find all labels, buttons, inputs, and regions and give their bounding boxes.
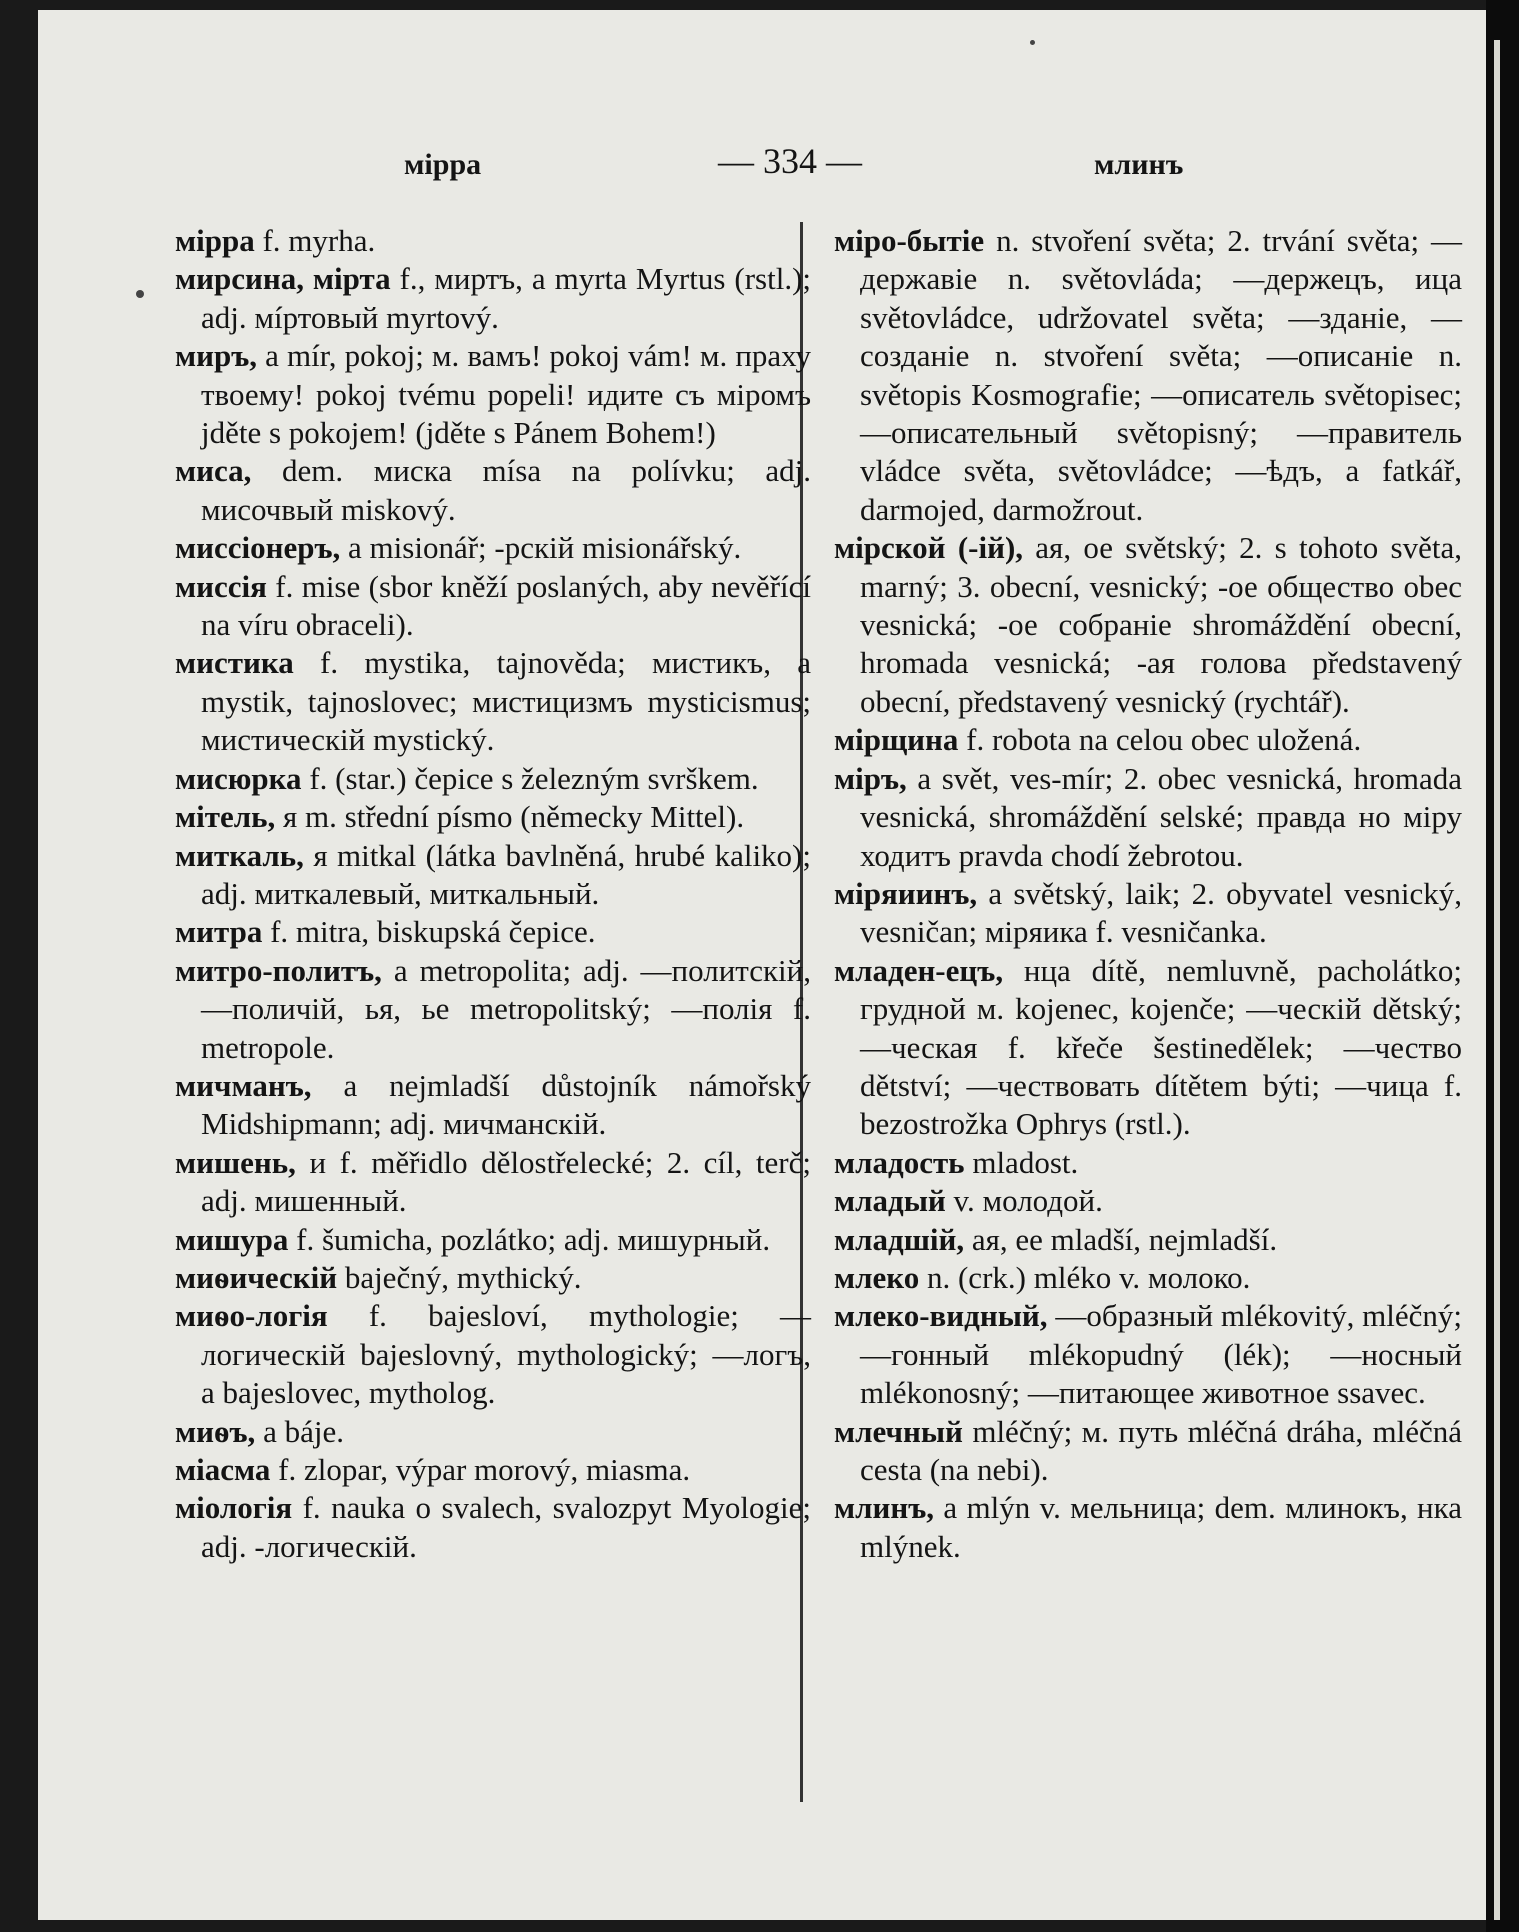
dictionary-entry: миссія f. mise (sbor kněží poslaných, aby nevěřící na víru obraceli). [175, 568, 811, 643]
dictionary-entry: млинъ, a mlýn v. мельница; dem. млинокъ, нка mlýnek. [834, 1490, 1462, 1564]
dictionary-entry: младый v. молодой. [834, 1183, 1103, 1219]
print-speck [1030, 40, 1035, 45]
dictionary-entry: младшій, ая, ее mladší, nejmladší. [834, 1221, 1278, 1257]
next-page-edge [1494, 40, 1500, 1920]
dictionary-entry: младен-ецъ, нца dítě, nemluvně, pacholátko; грудной м. kojenec, kojenče; —ческій dětský; —ческая f. křeče šestinedělek; —чество dětství; —чествовать dítětem býti; —чица f. bezostrožka Ophrys (rstl.). [834, 952, 1462, 1142]
dictionary-entry: миѳо-логія f. bajesloví, mythologie; —логическій bajeslovný, mythologický; —логъ, a bajeslovec, mytholog. [175, 1298, 812, 1411]
right-column [834, 222, 1462, 1566]
dictionary-entry: мітель, я m. střední písmo (německy Mittel). [175, 799, 745, 835]
dictionary-entry: млеко n. (crk.) mléko v. молоко. [834, 1259, 1251, 1295]
dictionary-entry: міасма f. zlopar, výpar morový, miasma. [175, 1452, 691, 1487]
dictionary-entry: міро-бытіе n. stvoření světa; 2. trvání světa; —державіе n. světovláda; —держецъ, ица světovládce, udržovatel světa; —зданіе, —созданіе n. stvoření světa; —описаніе n. světopis Kosmografie; —описатель světopisec; —описательный světopisný; —правитель vládce světa, světovládce; —ѣдъ, a fatkář, darmojed, darmožrout. [834, 223, 1463, 527]
book-page [38, 10, 1486, 1920]
dictionary-entry: міръ, a svět, ves-mír; 2. obec vesnická, hromada vesnická, shromáždění selské; правда но міру ходитъ pravda chodí žebrotou. [834, 760, 1462, 873]
dictionary-entry: миѳическій baječný, mythický. [175, 1259, 582, 1295]
dictionary-entry: мірра f. myrha. [175, 223, 376, 258]
dictionary-entry: миткаль, я mitkal (látka bavlněná, hrubé kaliko); adj. миткалевый, миткальный. [175, 837, 811, 911]
page-number: — 334 — [718, 141, 862, 181]
dictionary-entry: мистика f. mystika, tajnověda; мистикъ, a mystik, tajnoslovec; мистицизмъ mysticismus; мистическій mystický. [175, 645, 811, 758]
dictionary-entry: мирсина, мірта f., миртъ, a myrta Myrtus (rstl.); adj. мíртовый myrtový. [175, 261, 811, 335]
dictionary-entry: мишень, и f. měřidlo dělostřelecké; 2. cíl, terč; adj. мишенный. [175, 1144, 811, 1219]
dictionary-entry: младость mladost. [834, 1144, 1079, 1180]
left-column [175, 222, 811, 1566]
dictionary-entry: млечный mléčný; м. путь mléčná dráha, mléčná cesta (na nebi). [834, 1413, 1462, 1487]
dictionary-entry: миссіонеръ, a misionář; -рскій misionářský. [175, 530, 742, 566]
dictionary-entry: миса, dem. миска mísa na polívku; adj. мисочвый miskový. [175, 453, 811, 527]
dictionary-entry: міологія f. nauka o svalech, svalozpyt Myologie; adj. -логическій. [175, 1490, 811, 1564]
dictionary-entry: мірщина f. robota na celou obec uložená. [834, 722, 1362, 758]
dictionary-entry: митро-политъ, a metropolita; adj. —политскій, —поличій, ья, ье metropolitský; —полія f. metropole. [175, 952, 811, 1065]
dictionary-entry: мишура f. šumicha, pozlátko; adj. мишурный. [175, 1221, 771, 1257]
dictionary-entry: миръ, a mír, pokoj; м. вамъ! pokoj vám! м. праху твоему! pokoj tvému popeli! идите съ міромъ jděte s pokojem! (jděte s Pánem Bohem!) [175, 338, 812, 451]
dictionary-entry: міряиинъ, a světský, laik; 2. obyvatel vesnický, vesničan; міряика f. vesničanka. [834, 875, 1463, 950]
print-speck [136, 290, 144, 298]
header-right-guideword: млинъ [1094, 148, 1184, 181]
header-left-guideword: мірра [404, 148, 482, 181]
dictionary-entry: мисюрка f. (star.) čepice s železným svrškem. [175, 760, 759, 796]
dictionary-entry: млеко-видный, —образный mlékovitý, mléčný; —гонный mlékopudný (lék); —носный mlékonosný; —питающее животное ssavec. [834, 1298, 1462, 1411]
dictionary-entry: мичманъ, a nejmladší důstojník námořský Midshipmann; adj. мичманскій. [175, 1067, 811, 1142]
dictionary-entry: мірской (-ій), ая, ое světský; 2. s tohoto světa, marný; 3. obecní, vesnický; -ое общество obec vesnická; -ое собраніе shromáždění obecní, hromada vesnická; -ая голова představený obecní, představený vesnický (rychtář). [834, 530, 1462, 719]
page-header [38, 140, 1486, 190]
dictionary-entry: миѳъ, a báje. [175, 1413, 344, 1449]
scan-edge [1486, 0, 1519, 1932]
dictionary-entry: митра f. mitra, biskupská čepice. [175, 914, 596, 950]
